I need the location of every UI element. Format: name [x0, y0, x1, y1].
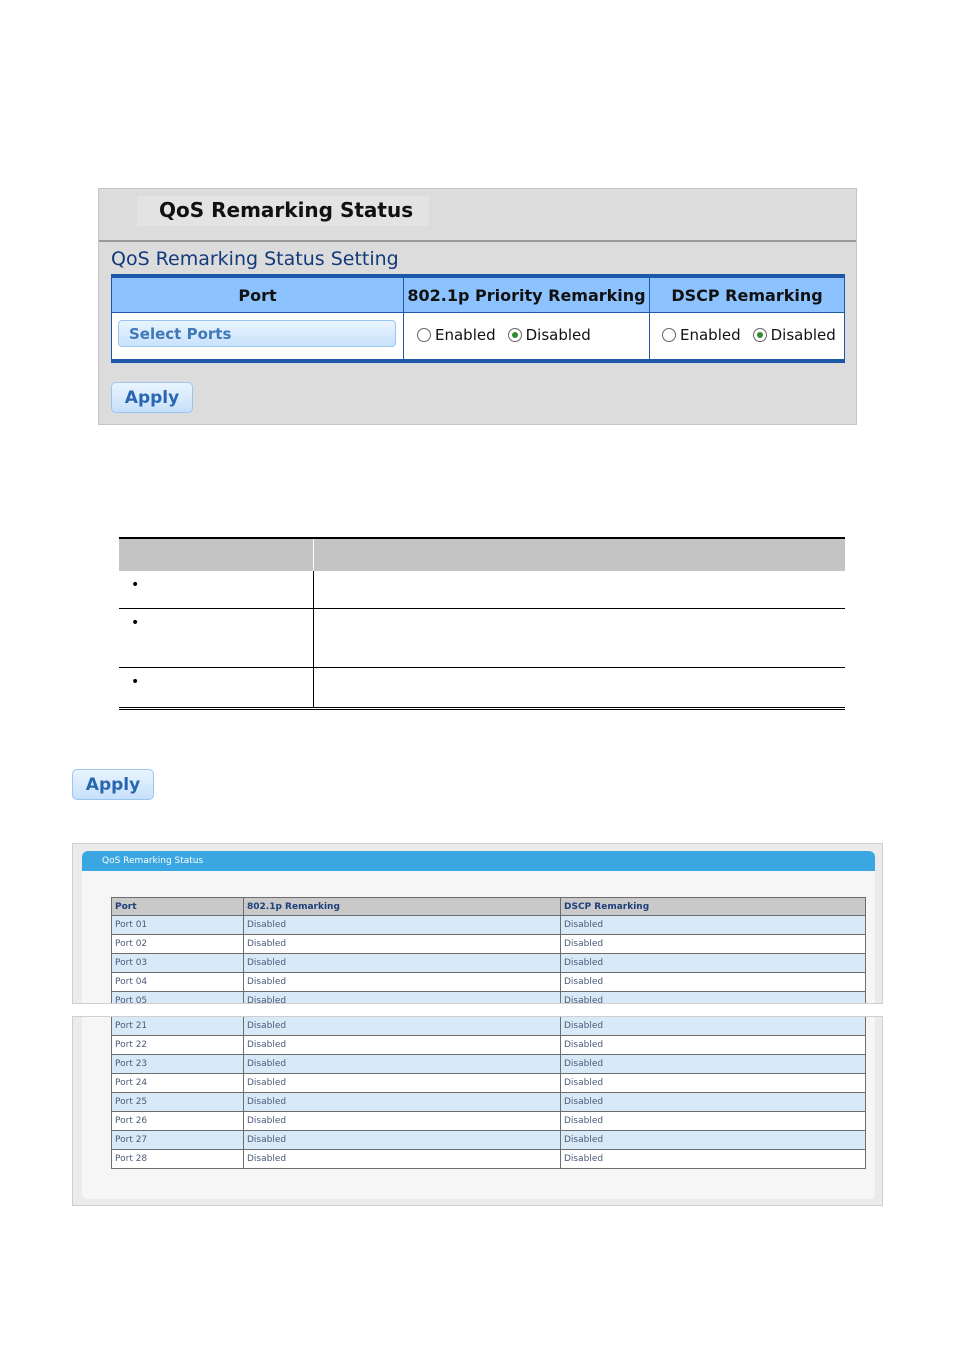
dscp-remarking-cell: Disabled [561, 1131, 866, 1150]
table-row [112, 954, 866, 973]
status-panel-title: QoS Remarking Status [102, 856, 204, 866]
dscp-remarking-cell: Disabled [561, 1093, 866, 1112]
bullet: • [131, 674, 140, 690]
status-panel-header [82, 851, 875, 871]
table-row [112, 973, 866, 992]
port-cell: Port 28 [112, 1150, 244, 1169]
column-header-port: Port [112, 898, 244, 916]
table-row [112, 916, 866, 935]
column-header-dscp-remarking: DSCP Remarking [650, 278, 844, 313]
description-row [119, 609, 845, 668]
dscp-remarking-cell: Disabled [561, 1150, 866, 1169]
port-cell: Port 04 [112, 973, 244, 992]
column-header-port: Port [112, 278, 403, 313]
priority-remarking-cell: Disabled [244, 1093, 561, 1112]
dscp-remarking-cell: Disabled [561, 954, 866, 973]
table-row [112, 1131, 866, 1150]
priority-remarking-cell: Disabled [244, 1074, 561, 1093]
window-title: QoS Remarking Status [159, 198, 414, 222]
priority-enabled-radio[interactable] [417, 328, 431, 342]
port-cell: Port 25 [112, 1093, 244, 1112]
dscp-remarking-cell: Disabled [561, 1036, 866, 1055]
table-row [112, 1074, 866, 1093]
bullet: • [131, 615, 140, 631]
qos-remarking-status-panel [72, 843, 883, 1004]
table-row [112, 1150, 866, 1169]
column-divider [313, 609, 314, 667]
priority-remarking-cell: Disabled [244, 1017, 561, 1036]
column-header-dscp-remarking: DSCP Remarking [561, 898, 866, 916]
table-bottom-rule [119, 707, 845, 710]
status-table [111, 1017, 866, 1169]
priority-enabled-label[interactable]: Enabled [435, 326, 496, 344]
port-cell: Port 02 [112, 935, 244, 954]
table-row [112, 1017, 866, 1036]
window-title-tab [137, 196, 429, 226]
dscp-enabled-radio[interactable] [662, 328, 676, 342]
column-divider [313, 668, 314, 707]
port-cell: Port 05 [112, 992, 244, 1005]
select-ports-button[interactable]: Select Ports [118, 320, 396, 347]
port-cell: Port 21 [112, 1017, 244, 1036]
status-table [111, 897, 866, 1004]
status-panel-body [82, 851, 875, 1003]
column-divider [313, 539, 314, 571]
priority-remarking-cell: Disabled [244, 973, 561, 992]
dscp-remarking-cell: Disabled [561, 1074, 866, 1093]
description-row [119, 571, 845, 609]
column-header-priority-remarking: 802.1p Remarking [244, 898, 561, 916]
status-panel-body [82, 1017, 875, 1199]
dscp-remarking-cell: Disabled [561, 992, 866, 1005]
table-row [112, 1055, 866, 1074]
apply-button-example[interactable]: Apply [72, 769, 154, 800]
column-divider [649, 278, 650, 359]
column-header-priority-remarking: 802.1p Priority Remarking [404, 278, 649, 313]
description-row [119, 668, 845, 707]
priority-remarking-cell: Disabled [244, 1055, 561, 1074]
qos-remarking-setting-panel [98, 188, 857, 425]
dscp-disabled-radio[interactable] [753, 328, 767, 342]
port-cell: Port 27 [112, 1131, 244, 1150]
port-cell: Port 03 [112, 954, 244, 973]
bullet: • [131, 577, 140, 593]
priority-disabled-radio[interactable] [508, 328, 522, 342]
priority-remarking-cell: Disabled [244, 954, 561, 973]
setting-table [111, 274, 845, 363]
status-table-header-row [112, 898, 866, 916]
priority-remarking-cell: Disabled [244, 916, 561, 935]
port-cell: Port 01 [112, 916, 244, 935]
priority-remarking-cell: Disabled [244, 935, 561, 954]
dscp-remarking-cell: Disabled [561, 1112, 866, 1131]
column-divider [403, 278, 404, 359]
dscp-remarking-cell: Disabled [561, 916, 866, 935]
dscp-remarking-radio-group [662, 326, 848, 344]
port-cell: Port 23 [112, 1055, 244, 1074]
priority-remarking-cell: Disabled [244, 1131, 561, 1150]
dscp-disabled-label[interactable]: Disabled [770, 326, 836, 344]
table-row [112, 1112, 866, 1131]
priority-remarking-cell: Disabled [244, 1036, 561, 1055]
priority-remarking-radio-group [417, 326, 603, 344]
dscp-remarking-cell: Disabled [561, 935, 866, 954]
dscp-remarking-cell: Disabled [561, 1017, 866, 1036]
priority-remarking-cell: Disabled [244, 1112, 561, 1131]
description-table-header [119, 537, 845, 571]
dscp-enabled-label[interactable]: Enabled [680, 326, 741, 344]
priority-remarking-cell: Disabled [244, 992, 561, 1005]
port-cell: Port 22 [112, 1036, 244, 1055]
qos-remarking-status-panel-continued [72, 1016, 883, 1206]
table-row [112, 992, 866, 1005]
title-divider [99, 240, 856, 242]
port-cell: Port 24 [112, 1074, 244, 1093]
table-row [112, 935, 866, 954]
column-divider [313, 571, 314, 608]
apply-button[interactable]: Apply [111, 382, 193, 413]
table-row [112, 1093, 866, 1112]
section-title: QoS Remarking Status Setting [111, 248, 399, 270]
port-cell: Port 26 [112, 1112, 244, 1131]
dscp-remarking-cell: Disabled [561, 1055, 866, 1074]
table-row [112, 1036, 866, 1055]
priority-remarking-cell: Disabled [244, 1150, 561, 1169]
dscp-remarking-cell: Disabled [561, 973, 866, 992]
priority-disabled-label[interactable]: Disabled [525, 326, 591, 344]
